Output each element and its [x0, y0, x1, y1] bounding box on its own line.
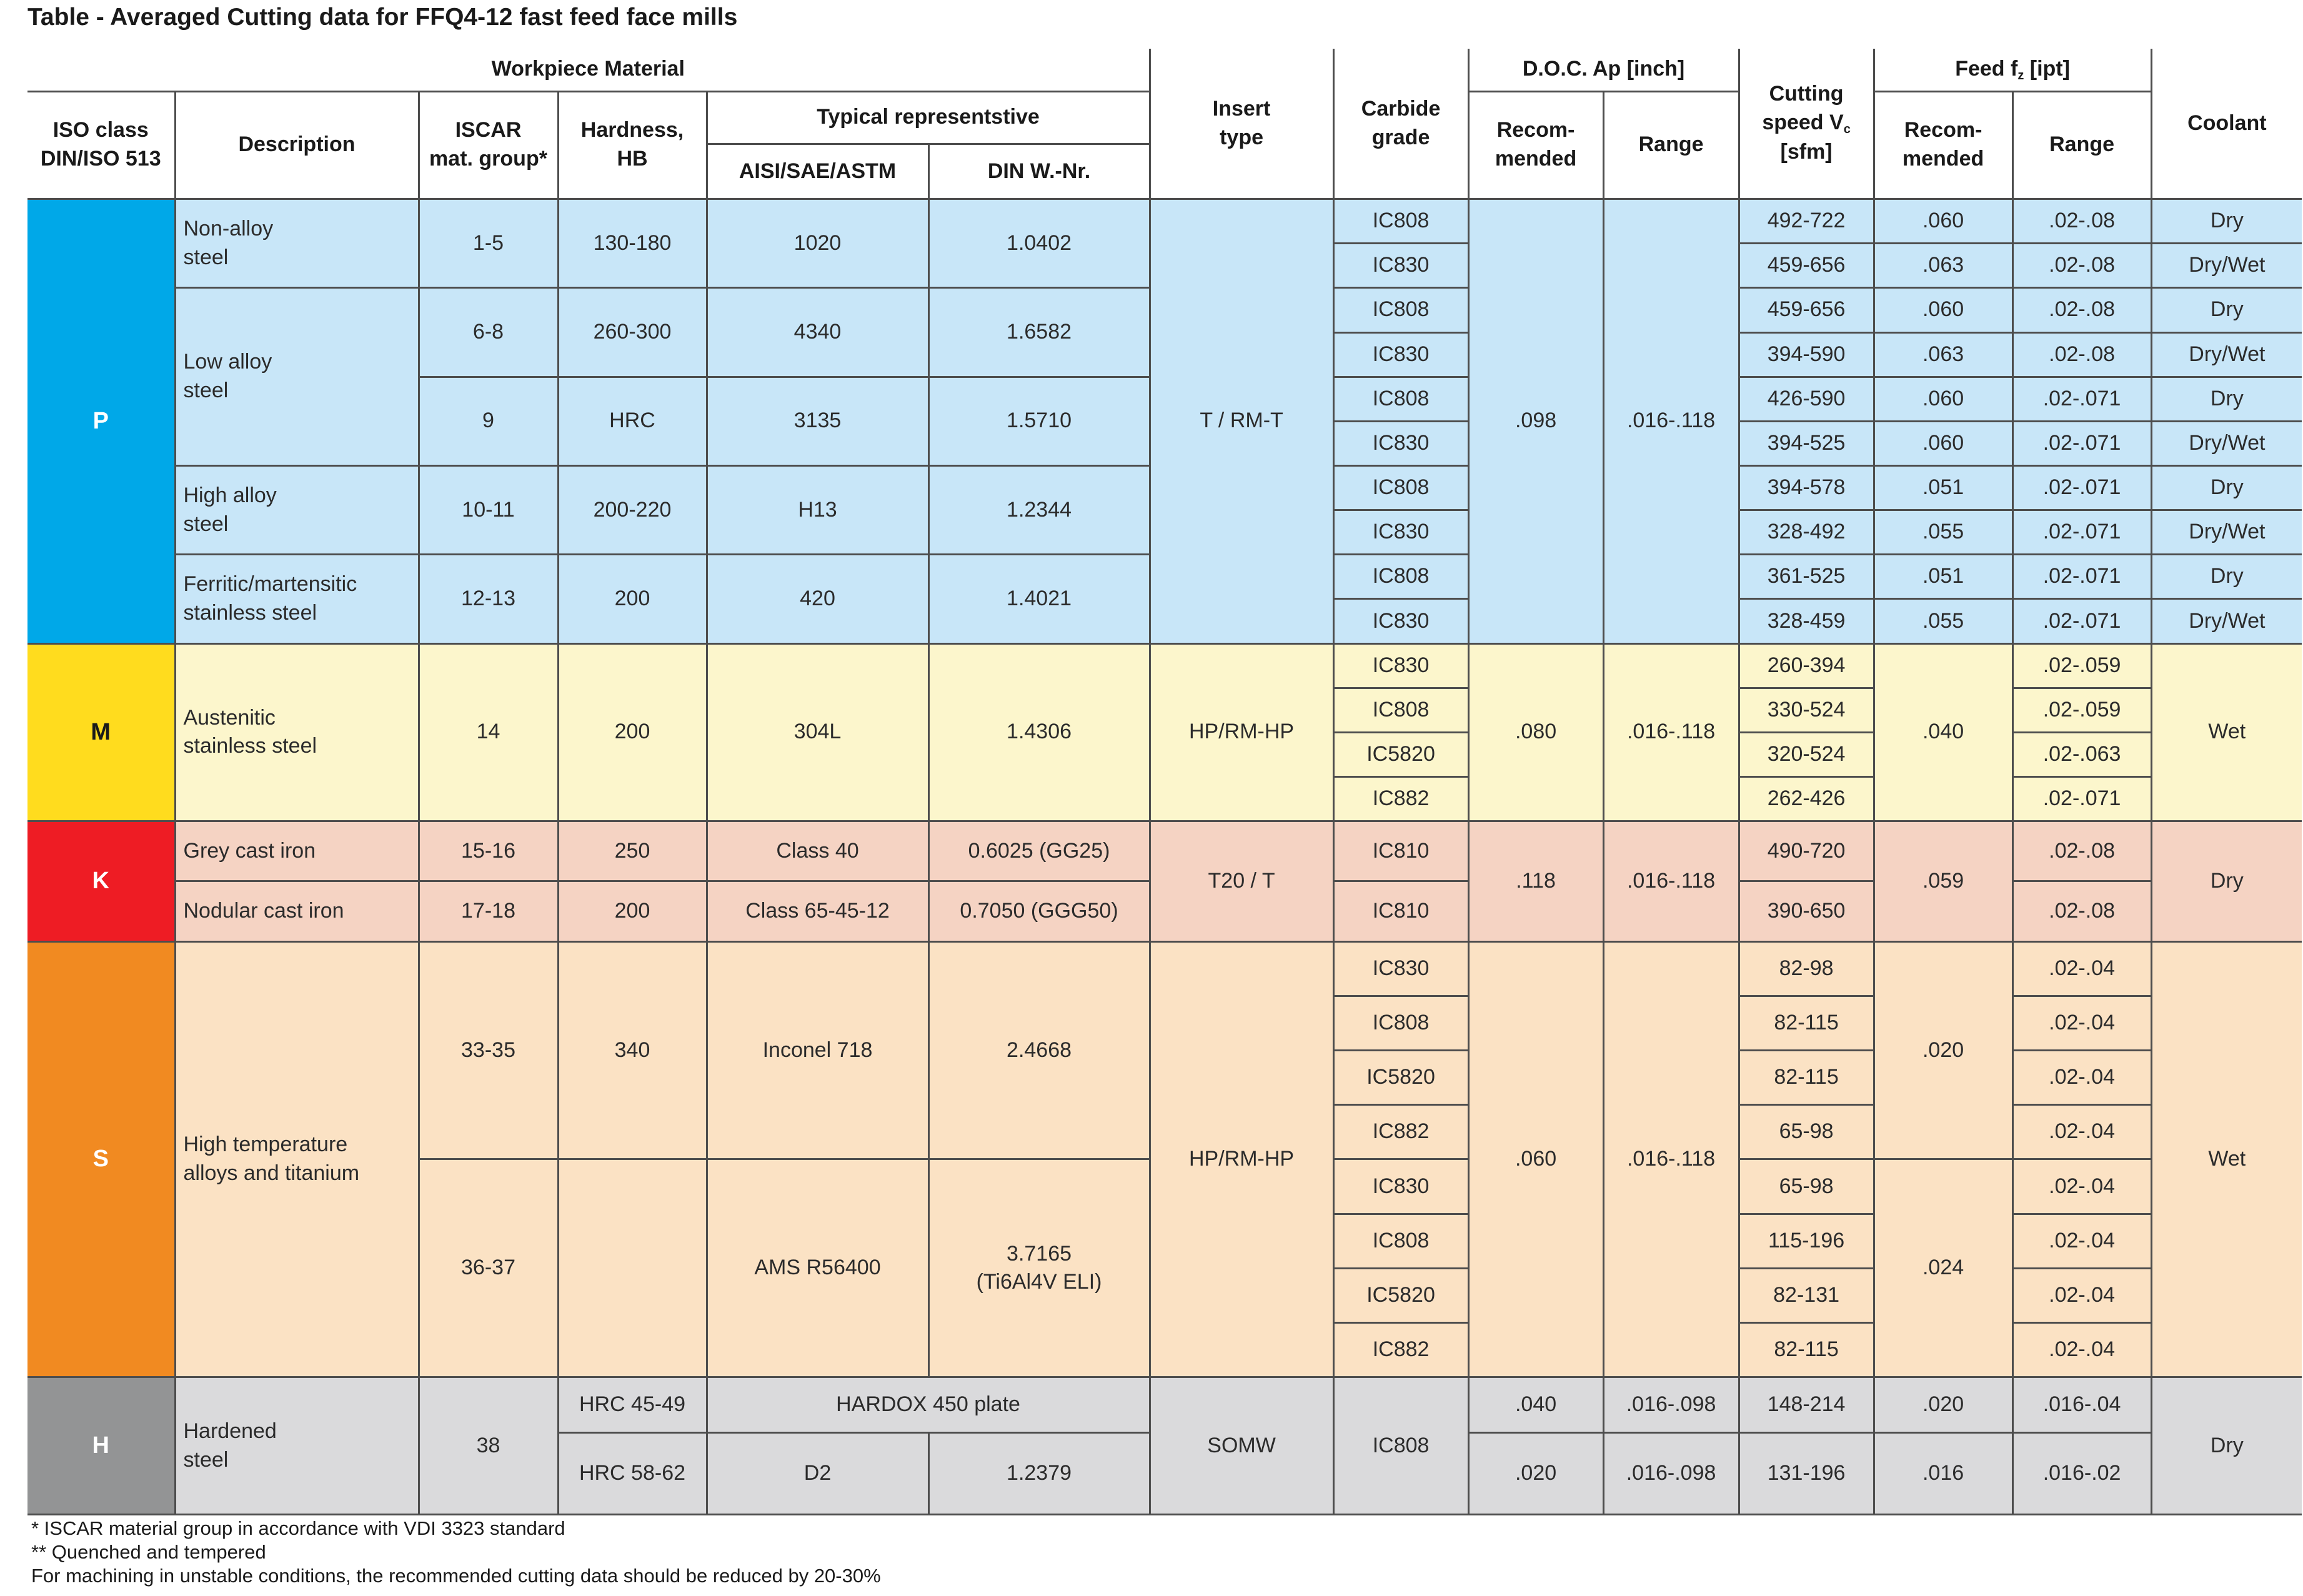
- coolant: Dry: [2151, 465, 2302, 510]
- feed-range: .016-.02: [2012, 1432, 2151, 1515]
- table-row: [27, 643, 2302, 688]
- feed-range: .02-.071: [2012, 510, 2151, 555]
- feed-range: .02-.063: [2012, 732, 2151, 776]
- cutting-speed: 390-650: [1739, 881, 1874, 941]
- feed-range: .02-.071: [2012, 555, 2151, 599]
- feed-recommended: .063: [1874, 244, 2012, 288]
- footnote: ** Quenched and tempered: [31, 1540, 266, 1563]
- feed-range: .016-.04: [2012, 1377, 2151, 1432]
- material-aisi: Class 40: [707, 821, 928, 881]
- header-carbide-grade: Carbide grade: [1333, 49, 1468, 199]
- table-row: [27, 821, 2302, 881]
- header-workpiece-material: Workpiece Material: [27, 49, 1150, 91]
- feed-range: .02-.08: [2012, 332, 2151, 377]
- doc-range: .016-.118: [1603, 199, 1739, 644]
- feed-recommended: .060: [1874, 199, 2012, 244]
- header-din: DIN W.-Nr.: [928, 144, 1150, 199]
- header-iso-class: ISO class DIN/ISO 513: [27, 91, 175, 199]
- carbide-grade: IC830: [1333, 332, 1468, 377]
- header-cutting-speed: Cutting speed $V_c$ [sfm]: [1739, 49, 1874, 199]
- iso-badge-k: K: [27, 821, 175, 941]
- material-aisi: 1020: [707, 199, 928, 288]
- material-group: 36-37: [419, 1159, 558, 1377]
- material-din: 1.4306: [928, 643, 1150, 821]
- material-din: 1.4021: [928, 555, 1150, 643]
- cutting-speed: 394-525: [1739, 421, 1874, 465]
- header-coolant: Coolant: [2151, 49, 2302, 199]
- coolant: Dry: [2151, 199, 2302, 244]
- doc-range: .016-.118: [1603, 941, 1739, 1377]
- cutting-speed: 394-578: [1739, 465, 1874, 510]
- material-hardness: [558, 1159, 707, 1377]
- feed-range: .02-.08: [2012, 288, 2151, 332]
- carbide-grade: IC5820: [1333, 1051, 1468, 1105]
- cutting-speed: 131-196: [1739, 1432, 1874, 1515]
- material-aisi: HARDOX 450 plate: [707, 1377, 1150, 1432]
- doc-recommended: .118: [1468, 821, 1603, 941]
- material-group: 6-8: [419, 288, 558, 377]
- coolant: Dry: [2151, 555, 2302, 599]
- carbide-grade: IC810: [1333, 881, 1468, 941]
- carbide-grade: IC830: [1333, 643, 1468, 688]
- carbide-grade: IC808: [1333, 688, 1468, 732]
- material-din: 1.0402: [928, 199, 1150, 288]
- feed-range: .02-.071: [2012, 465, 2151, 510]
- carbide-grade: IC810: [1333, 821, 1468, 881]
- material-aisi: AMS R56400: [707, 1159, 928, 1377]
- iso-badge-h: H: [27, 1377, 175, 1515]
- feed-recommended: .051: [1874, 555, 2012, 599]
- insert-type: T20 / T: [1150, 821, 1333, 941]
- feed-recommended: .060: [1874, 377, 2012, 421]
- header-iscar-group: ISCAR mat. group*: [419, 91, 558, 199]
- feed-recommended: .059: [1874, 821, 2012, 941]
- material-description: Austenitic stainless steel: [175, 643, 419, 821]
- carbide-grade: IC5820: [1333, 732, 1468, 776]
- page-title: Table - Averaged Cutting data for FFQ4-12 fast feed face mills: [27, 4, 738, 31]
- feed-recommended: .055: [1874, 599, 2012, 643]
- cutting-speed: 82-131: [1739, 1268, 1874, 1322]
- feed-recommended: .020: [1874, 941, 2012, 1159]
- carbide-grade: IC808: [1333, 288, 1468, 332]
- footnote: For machining in unstable conditions, the recommended cutting data should be reduced by 20-30%: [31, 1564, 881, 1587]
- doc-recommended: .060: [1468, 941, 1603, 1377]
- material-description: Ferritic/martensitic stainless steel: [175, 555, 419, 643]
- coolant: Dry/Wet: [2151, 421, 2302, 465]
- feed-range: .02-.071: [2012, 377, 2151, 421]
- feed-range: .02-.059: [2012, 643, 2151, 688]
- cutting-speed: 82-115: [1739, 1051, 1874, 1105]
- coolant: Dry/Wet: [2151, 510, 2302, 555]
- material-din: 1.2344: [928, 465, 1150, 554]
- carbide-grade: IC882: [1333, 1105, 1468, 1159]
- feed-range: .02-.04: [2012, 1105, 2151, 1159]
- material-din: 1.2379: [928, 1432, 1150, 1515]
- insert-type: SOMW: [1150, 1377, 1333, 1515]
- cutting-speed: 490-720: [1739, 821, 1874, 881]
- material-aisi: 3135: [707, 377, 928, 465]
- coolant: Wet: [2151, 643, 2302, 821]
- header-insert-type: Insert type: [1150, 49, 1333, 199]
- material-hardness: HRC: [558, 377, 707, 465]
- carbide-grade: IC808: [1333, 996, 1468, 1050]
- insert-type: T / RM-T: [1150, 199, 1333, 644]
- material-description: Non-alloy steel: [175, 199, 419, 288]
- feed-range: .02-.071: [2012, 599, 2151, 643]
- feed-range: .02-.071: [2012, 777, 2151, 821]
- material-description: High alloy steel: [175, 465, 419, 554]
- cutting-speed: 82-98: [1739, 941, 1874, 996]
- cutting-speed: 82-115: [1739, 1323, 1874, 1377]
- coolant: Dry: [2151, 821, 2302, 941]
- cutting-speed: 328-492: [1739, 510, 1874, 555]
- material-group: 38: [419, 1377, 558, 1515]
- feed-range: .02-.04: [2012, 1323, 2151, 1377]
- cutting-speed: 260-394: [1739, 643, 1874, 688]
- doc-recommended: .098: [1468, 199, 1603, 644]
- material-group: 1-5: [419, 199, 558, 288]
- material-group: 15-16: [419, 821, 558, 881]
- header-aisi: AISI/SAE/ASTM: [707, 144, 928, 199]
- material-din: 3.7165 (Ti6Al4V ELI): [928, 1159, 1150, 1377]
- feed-recommended: .040: [1874, 643, 2012, 821]
- material-din: 2.4668: [928, 941, 1150, 1159]
- carbide-grade: IC882: [1333, 777, 1468, 821]
- feed-recommended: .060: [1874, 288, 2012, 332]
- feed-range: .02-.059: [2012, 688, 2151, 732]
- material-description: High temperature alloys and titanium: [175, 941, 419, 1377]
- material-description: Nodular cast iron: [175, 881, 419, 941]
- doc-range: .016-.098: [1603, 1432, 1739, 1515]
- header-description: Description: [175, 91, 419, 199]
- material-din: 0.7050 (GGG50): [928, 881, 1150, 941]
- material-group: 17-18: [419, 881, 558, 941]
- carbide-grade: IC808: [1333, 555, 1468, 599]
- header-feed-rec: Recom- mended: [1874, 91, 2012, 199]
- material-din: 1.5710: [928, 377, 1150, 465]
- material-group: 33-35: [419, 941, 558, 1159]
- material-hardness: 200: [558, 643, 707, 821]
- coolant: Dry/Wet: [2151, 599, 2302, 643]
- insert-type: HP/RM-HP: [1150, 643, 1333, 821]
- footnote: * ISCAR material group in accordance with VDI 3323 standard: [31, 1517, 565, 1539]
- carbide-grade: IC808: [1333, 377, 1468, 421]
- cutting-speed: 82-115: [1739, 996, 1874, 1050]
- feed-range: .02-.08: [2012, 244, 2151, 288]
- cutting-speed: 330-524: [1739, 688, 1874, 732]
- carbide-grade: IC830: [1333, 510, 1468, 555]
- material-aisi: 304L: [707, 643, 928, 821]
- material-din: 1.6582: [928, 288, 1150, 377]
- material-description: Hardened steel: [175, 1377, 419, 1515]
- material-group: 10-11: [419, 465, 558, 554]
- feed-range: .02-.08: [2012, 821, 2151, 881]
- cutting-speed: 426-590: [1739, 377, 1874, 421]
- cutting-speed: 65-98: [1739, 1159, 1874, 1214]
- material-hardness: 200: [558, 555, 707, 643]
- carbide-grade: IC808: [1333, 199, 1468, 244]
- doc-recommended: .020: [1468, 1432, 1603, 1515]
- doc-range: .016-.118: [1603, 821, 1739, 941]
- material-aisi: 4340: [707, 288, 928, 377]
- coolant: Dry: [2151, 377, 2302, 421]
- carbide-grade: IC5820: [1333, 1268, 1468, 1322]
- doc-range: .016-.118: [1603, 643, 1739, 821]
- header-doc-rec: Recom- mended: [1468, 91, 1603, 199]
- material-hardness: 260-300: [558, 288, 707, 377]
- material-hardness: 250: [558, 821, 707, 881]
- table-row: [27, 1377, 2302, 1432]
- feed-recommended: .055: [1874, 510, 2012, 555]
- doc-range: .016-.098: [1603, 1377, 1739, 1432]
- header-typical-rep: Typical representstive: [707, 91, 1150, 144]
- feed-range: .02-.08: [2012, 881, 2151, 941]
- material-hardness: 130-180: [558, 199, 707, 288]
- footnotes: [31, 1517, 881, 1587]
- cutting-speed: 361-525: [1739, 555, 1874, 599]
- material-aisi: D2: [707, 1432, 928, 1515]
- doc-recommended: .080: [1468, 643, 1603, 821]
- carbide-grade: IC830: [1333, 599, 1468, 643]
- coolant: Dry: [2151, 288, 2302, 332]
- cutting-speed: 459-656: [1739, 244, 1874, 288]
- feed-range: .02-.04: [2012, 1051, 2151, 1105]
- coolant: Dry/Wet: [2151, 244, 2302, 288]
- material-hardness: HRC 45-49: [558, 1377, 707, 1432]
- coolant: Wet: [2151, 941, 2302, 1377]
- feed-range: .02-.04: [2012, 1159, 2151, 1214]
- doc-recommended: .040: [1468, 1377, 1603, 1432]
- cutting-speed: 320-524: [1739, 732, 1874, 776]
- material-hardness: 200-220: [558, 465, 707, 554]
- material-group: 14: [419, 643, 558, 821]
- cutting-speed: 328-459: [1739, 599, 1874, 643]
- material-aisi: H13: [707, 465, 928, 554]
- cutting-speed: 459-656: [1739, 288, 1874, 332]
- table-row: [27, 941, 2302, 996]
- carbide-grade: IC830: [1333, 941, 1468, 996]
- header-feed: Feed $f_z$ [ipt]: [1874, 49, 2151, 91]
- carbide-grade: IC808: [1333, 465, 1468, 510]
- material-aisi: Class 65-45-12: [707, 881, 928, 941]
- feed-range: .02-.071: [2012, 421, 2151, 465]
- cutting-speed: 148-214: [1739, 1377, 1874, 1432]
- header-feed-range: Range: [2012, 91, 2151, 199]
- insert-type: HP/RM-HP: [1150, 941, 1333, 1377]
- cutting-data-table: [27, 49, 2302, 1515]
- material-hardness: HRC 58-62: [558, 1432, 707, 1515]
- iso-badge-p: P: [27, 199, 175, 644]
- carbide-grade: IC830: [1333, 1159, 1468, 1214]
- iso-badge-m: M: [27, 643, 175, 821]
- material-hardness: 200: [558, 881, 707, 941]
- cutting-speed: 262-426: [1739, 777, 1874, 821]
- feed-range: .02-.04: [2012, 941, 2151, 996]
- feed-recommended: .016: [1874, 1432, 2012, 1515]
- carbide-grade: IC830: [1333, 421, 1468, 465]
- table-row: [27, 199, 2302, 244]
- iso-badge-s: S: [27, 941, 175, 1377]
- cutting-speed: 394-590: [1739, 332, 1874, 377]
- coolant: Dry: [2151, 1377, 2302, 1515]
- cutting-speed: 492-722: [1739, 199, 1874, 244]
- cutting-speed: 65-98: [1739, 1105, 1874, 1159]
- header-doc-range: Range: [1603, 91, 1739, 199]
- feed-recommended: .051: [1874, 465, 2012, 510]
- feed-range: .02-.04: [2012, 1268, 2151, 1322]
- material-din: 0.6025 (GG25): [928, 821, 1150, 881]
- feed-recommended: .020: [1874, 1377, 2012, 1432]
- carbide-grade: IC830: [1333, 244, 1468, 288]
- material-group: 12-13: [419, 555, 558, 643]
- carbide-grade: IC808: [1333, 1214, 1468, 1268]
- feed-range: .02-.04: [2012, 1214, 2151, 1268]
- coolant: Dry/Wet: [2151, 332, 2302, 377]
- header-hardness: Hardness, HB: [558, 91, 707, 199]
- cutting-speed: 115-196: [1739, 1214, 1874, 1268]
- carbide-grade: IC882: [1333, 1323, 1468, 1377]
- feed-range: .02-.08: [2012, 199, 2151, 244]
- feed-range: .02-.04: [2012, 996, 2151, 1050]
- material-description: Low alloy steel: [175, 288, 419, 466]
- carbide-grade: IC808: [1333, 1377, 1468, 1515]
- material-hardness: 340: [558, 941, 707, 1159]
- feed-recommended: .063: [1874, 332, 2012, 377]
- feed-recommended: .024: [1874, 1159, 2012, 1377]
- feed-recommended: .060: [1874, 421, 2012, 465]
- material-description: Grey cast iron: [175, 821, 419, 881]
- header-doc: D.O.C. Ap [inch]: [1468, 49, 1739, 91]
- material-group: 9: [419, 377, 558, 465]
- material-aisi: 420: [707, 555, 928, 643]
- material-aisi: Inconel 718: [707, 941, 928, 1159]
